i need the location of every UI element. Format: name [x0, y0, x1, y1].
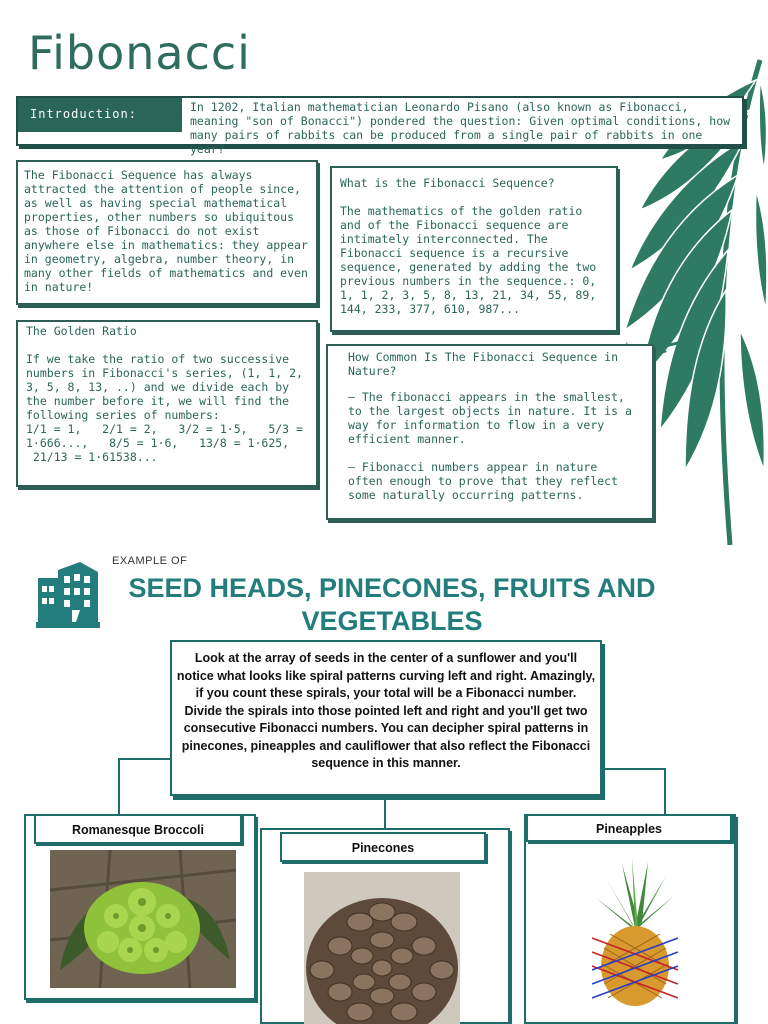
broccoli-photo	[50, 850, 236, 988]
what-is-heading: What is the Fibonacci Sequence?	[340, 176, 555, 190]
example-eyebrow: EXAMPLE OF	[112, 555, 188, 567]
broccoli-label: Romanesque Broccoli	[34, 814, 242, 844]
how-common-paragraph-2: — Fibonacci numbers appear in nature often enough to prove that they reflect some naturally occurring patterns.	[348, 460, 619, 502]
golden-ratio-text: If we take the ratio of two successive numbers in Fibonacci's series, (1, 1, 2, 3, 5, 8, 13, ..) and we divide each by the number before it, we will find the following series of numbers:	[26, 352, 303, 422]
connector-center-v	[384, 796, 386, 828]
page-title: Fibonacci	[28, 26, 251, 80]
section-title: SEED HEADS, PINECONES, FRUITS AND VEGETABLES	[128, 573, 656, 636]
buildings-icon	[36, 560, 104, 630]
connector-right-v	[664, 768, 666, 814]
pineapples-card	[524, 814, 736, 1024]
description-card	[170, 640, 602, 796]
what-is-box	[330, 166, 618, 332]
how-common-paragraph-1: — The fibonacci appears in the smallest, to the largest objects in nature. It is a way for information to flow in a very efficient manner.	[348, 390, 632, 446]
pineapple-photo	[592, 858, 678, 1008]
introduction-label: Introduction:	[18, 98, 182, 132]
pinecone-photo	[304, 872, 460, 1024]
pineapples-label: Pineapples	[526, 814, 732, 842]
introduction-bar	[16, 96, 744, 156]
connector-left-h	[118, 758, 172, 760]
how-common-box	[326, 344, 654, 520]
golden-ratio-heading: The Golden Ratio	[26, 324, 137, 338]
attraction-box	[16, 160, 318, 305]
attraction-text: The Fibonacci Sequence has always attracted the attention of people since, as well as having special mathematical properties, other numbers so ubiquitous as those of Fibonacci do not exist anywhere else in mathematics: they appear in geometry, algebra, number theory, in many other fields of mathematics and even in nature!	[24, 168, 308, 294]
what-is-text: The mathematics of the golden ratio and of the Fibonacci sequence are intimately interconnected. The Fibonacci sequence is a recursive sequence, generated by adding the two previous numbers in the sequence.: 0, 1, 1, 2, 3, 5, 8, 13, 21, 34, 55, 89, 144, 233, 377, 610, 987...	[340, 204, 597, 316]
description-text: Look at the array of seeds in the center of a sunflower and you'll notice what looks like spiral patterns curving left and right. Amazingly, if you count these spirals, your total will be a Fibonacci number. Divide the spirals into those pointed left and right and you'll get two consecutive Fibonacci numbers. You can decipher spiral patterns in pinecones, pineapples and cauliflower that also reflect the Fibonacci sequence in this manner.	[176, 651, 596, 770]
golden-ratio-line-1: 1/1 = 1, 2/1 = 2, 3/2 = 1·5, 5/3 =	[26, 422, 303, 436]
connector-left-v	[118, 758, 120, 814]
connector-right-h	[600, 768, 666, 770]
introduction-text: In 1202, Italian mathematician Leonardo Pisano (also known as Fibonacci, meaning "son of Bonacci") pondered the question: Given optimal conditions, how many pairs of rabbits can be produced from a single pair of rabbits in one year?	[190, 100, 731, 156]
golden-ratio-line-3: 21/13 = 1·61538...	[26, 450, 158, 464]
golden-ratio-line-2: 1·666..., 8/5 = 1·6, 13/8 = 1·625,	[26, 436, 290, 450]
how-common-heading: How Common Is The Fibonacci Sequence in Nature?	[348, 350, 619, 378]
pinecones-label: Pinecones	[280, 832, 486, 862]
golden-ratio-box	[16, 320, 318, 487]
